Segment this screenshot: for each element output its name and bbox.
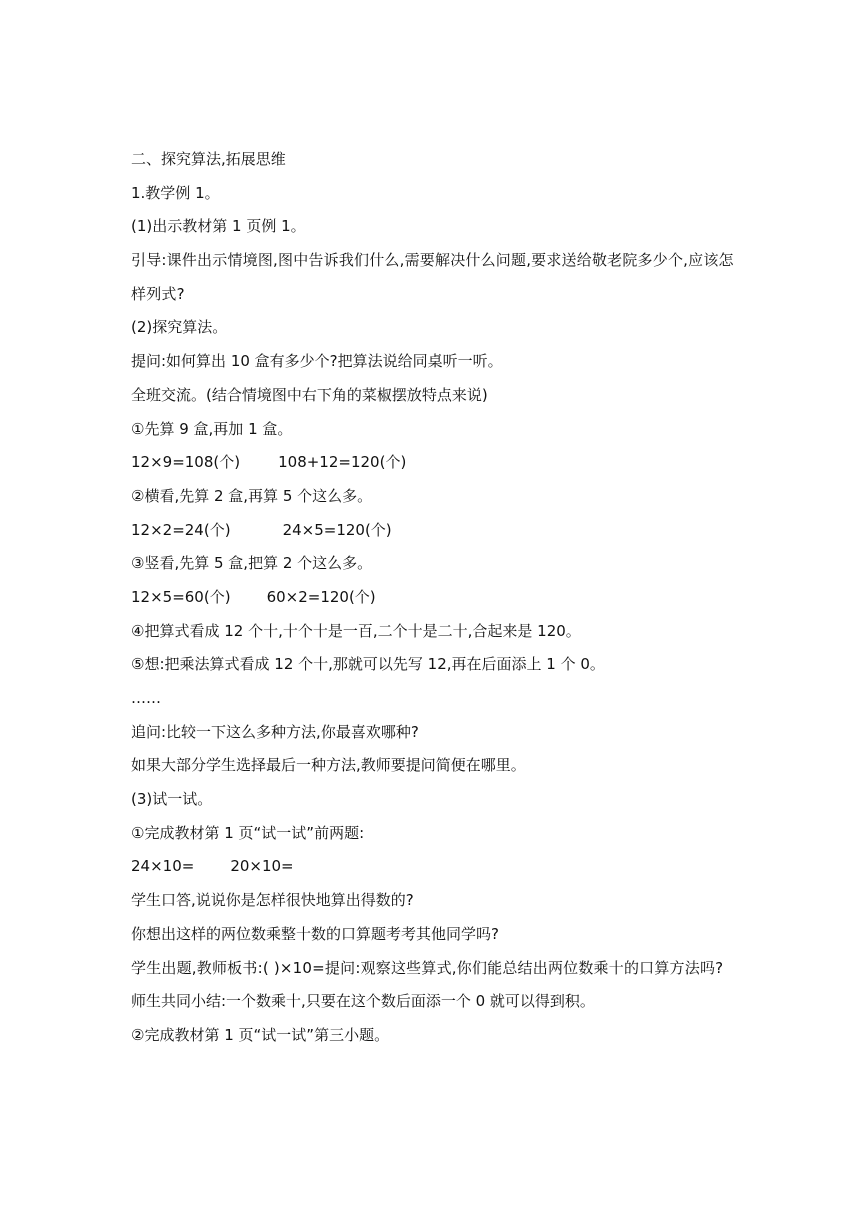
method-item: ①先算 9 盒,再加 1 盒。: [131, 419, 293, 438]
step-heading: (2)探究算法。: [131, 318, 228, 337]
paragraph: 全班交流。(结合情境图中右下角的菜椒摆放特点来说): [131, 385, 488, 404]
paragraph: 提问:如何算出 10 盒有多少个?把算法说给同桌听一听。: [131, 352, 503, 371]
method-item: ③竖看,先算 5 盒,把算 2 个这么多。: [131, 554, 373, 573]
section-heading: 二、探究算法,拓展思维: [131, 150, 286, 168]
equation: 20×10=: [230, 857, 294, 876]
method-item: ②完成教材第 1 页“试一试”第三小题。: [131, 1025, 390, 1044]
paragraph: 你想出这样的两位数乘整十数的口算题考考其他同学吗?: [131, 924, 499, 943]
document-page: [131, 143, 741, 1053]
method-item: ①完成教材第 1 页“试一试”前两题:: [131, 823, 365, 842]
equation-row: [131, 850, 741, 884]
method-item: ⑤想:把乘法算式看成 12 个十,那就可以先写 12,再在后面添上 1 个 0。: [131, 655, 605, 674]
equation: 12×5=60(个): [131, 587, 231, 606]
equation: 108+12=120(个): [278, 453, 407, 472]
step-heading: (3)试一试。: [131, 790, 213, 809]
ellipsis: ……: [131, 689, 161, 708]
paragraph-summary: 师生共同小结:一个数乘十,只要在这个数后面添一个 0 就可以得到积。: [131, 992, 595, 1011]
paragraph: 学生口答,说说你是怎样很快地算出得数的?: [131, 891, 414, 910]
method-item: ④把算式看成 12 个十,十个十是一百,二个十是二十,合起来是 120。: [131, 621, 581, 640]
equation: 24×5=120(个): [282, 520, 392, 539]
equation: 60×2=120(个): [266, 587, 376, 606]
equation-row: [131, 514, 741, 548]
step-heading: (1)出示教材第 1 页例 1。: [131, 217, 306, 236]
paragraph-guide: 引导:课件出示情境图,图中告诉我们什么,需要解决什么问题,要求送给敬老院多少个,应该怎样列式?: [131, 251, 734, 303]
equation-row: [131, 446, 741, 480]
method-item: ②横看,先算 2 盒,再算 5 个这么多。: [131, 486, 373, 505]
equation: 12×9=108(个): [131, 453, 241, 472]
paragraph: 追问:比较一下这么多种方法,你最喜欢哪种?: [131, 722, 419, 741]
paragraph-board: 学生出题,教师板书:( )×10=提问:观察这些算式,你们能总结出两位数乘十的口算方法吗?: [131, 958, 724, 977]
equation-row: [131, 581, 741, 615]
example-title: 1.教学例 1。: [131, 183, 220, 202]
equation: 24×10=: [131, 857, 195, 876]
paragraph: 如果大部分学生选择最后一种方法,教师要提问简便在哪里。: [131, 756, 526, 775]
equation: 12×2=24(个): [131, 520, 231, 539]
